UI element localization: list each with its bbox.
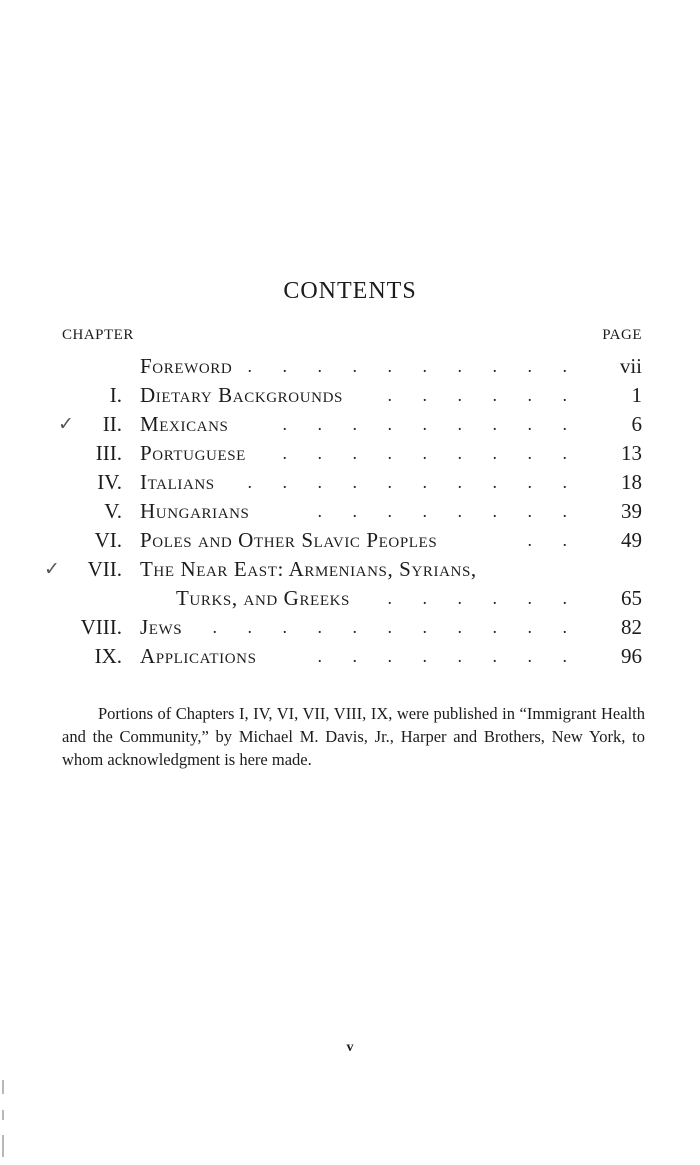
page-number: 96: [621, 644, 642, 668]
dot-leaders: . . . . . . . . . . . .: [177, 617, 580, 637]
toc-row-foreword: [0, 352, 700, 381]
chapter-title: Portuguese: [140, 441, 246, 465]
dot-leaders: . . . . . . . . . .: [247, 356, 580, 376]
scan-edge-mark: [2, 1135, 4, 1157]
page-number: 18: [621, 470, 642, 494]
chapter-number: VII.: [87, 557, 122, 581]
toc-row-1: [0, 381, 700, 410]
page-number: 49: [621, 528, 642, 552]
pencil-check-mark-icon: ✓: [58, 413, 74, 435]
page-number: 65: [621, 586, 642, 610]
toc-row-2: [0, 410, 700, 439]
toc-row-4: [0, 468, 700, 497]
dot-leaders: . . . . . .: [387, 588, 580, 608]
toc-row-7-continued: [0, 584, 700, 613]
chapter-title: Dietary Backgrounds: [140, 383, 343, 407]
chapter-title: Poles and Other Slavic Peoples: [140, 528, 438, 552]
page-column-header: PAGE: [602, 327, 642, 343]
dot-leaders: . . . . . . . . .: [282, 414, 580, 434]
page-title: CONTENTS: [283, 278, 417, 304]
toc-row-9: [0, 642, 700, 671]
dot-leaders: . . . . . . . . . .: [247, 472, 580, 492]
chapter-column-header: CHAPTER: [62, 327, 134, 343]
toc-row-5: [0, 497, 700, 526]
pencil-check-mark-icon: ✓: [44, 558, 60, 580]
dot-leaders: . . . . . . . . .: [282, 443, 580, 463]
toc-row-6: [0, 526, 700, 555]
chapter-number: IX.: [94, 644, 122, 668]
page-number: 39: [621, 499, 642, 523]
table-of-contents: [0, 352, 700, 671]
chapter-number: IV.: [97, 470, 122, 494]
chapter-title: The Near East: Armenians, Syrians,: [140, 557, 477, 581]
page-number: 82: [621, 615, 642, 639]
scan-edge-mark: [2, 1110, 4, 1120]
chapter-title: Hungarians: [140, 499, 250, 523]
scan-edge-mark: [2, 1080, 4, 1094]
page-number: 1: [631, 383, 642, 407]
chapter-title: Turks, and Greeks: [176, 586, 350, 610]
chapter-number: VI.: [94, 528, 122, 552]
toc-row-3: [0, 439, 700, 468]
acknowledgment-note: Portions of Chapters I, IV, VI, VII, VIII, IX, were published in “Immigrant Health and the Community,” by Michael M. Davis, Jr., Harper and Brothers, New York, to whom acknowledgment is here made.: [62, 704, 645, 769]
chapter-title: Applications: [140, 644, 257, 668]
dot-leaders: . . . . . .: [387, 385, 580, 405]
chapter-title: Italians: [140, 470, 215, 494]
page-folio: v: [346, 1040, 354, 1055]
dot-leaders: . . . . . . . .: [317, 501, 580, 521]
toc-row-8: [0, 613, 700, 642]
chapter-title: Mexicans: [140, 412, 229, 436]
chapter-number: II.: [102, 412, 122, 436]
dot-leaders: . . . . . . . .: [317, 646, 580, 666]
toc-row-7: [0, 555, 700, 584]
chapter-number: V.: [104, 499, 122, 523]
chapter-number: III.: [95, 441, 122, 465]
page-number: 13: [621, 441, 642, 465]
chapter-title: Jews: [140, 615, 183, 639]
chapter-number: VIII.: [80, 615, 122, 639]
chapter-title: Foreword: [140, 354, 233, 378]
chapter-number: I.: [109, 383, 122, 407]
dot-leaders: . .: [527, 530, 580, 550]
page-number: 6: [631, 412, 642, 436]
page-number: vii: [619, 354, 642, 378]
